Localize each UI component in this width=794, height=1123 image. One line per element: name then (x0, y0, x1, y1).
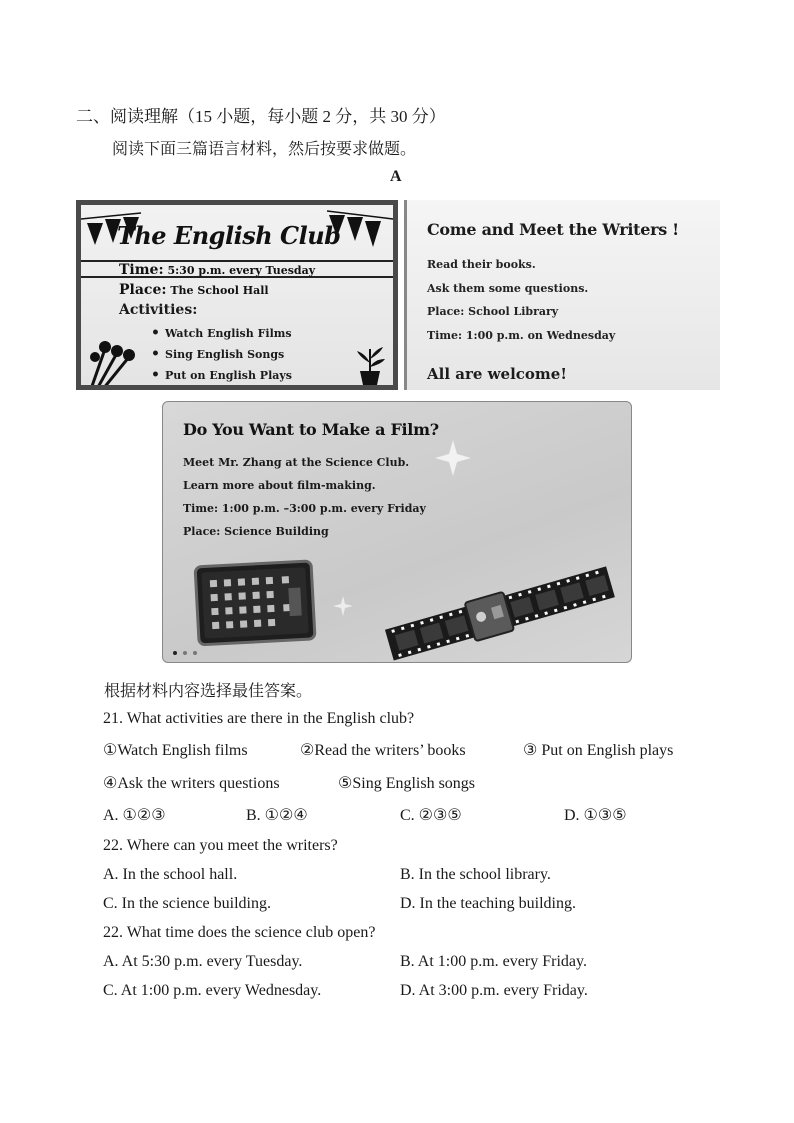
carousel-dot (193, 651, 197, 655)
q22b-option-a[interactable]: A. At 5:30 p.m. every Tuesday. (103, 953, 303, 970)
reading-instructions: 阅读下面三篇语言材料，然后按要求做题。 (112, 141, 417, 158)
q21-item: ⑤Sing English songs (338, 775, 476, 792)
film-line: Place: Science Building (183, 525, 329, 538)
film-line: Learn more about film-making. (183, 479, 376, 492)
musical-notes-icon (83, 335, 143, 390)
club-place-key: Place: (119, 282, 167, 298)
q21-option-b[interactable]: B. ①②④ (246, 807, 308, 824)
q22b-option-d[interactable]: D. At 3:00 p.m. every Friday. (400, 982, 588, 999)
activity-item: • Sing English Songs (165, 348, 284, 361)
writers-welcome: All are welcome! (427, 365, 567, 383)
q21-item: ②Read the writers’ books (300, 742, 466, 759)
q22a-option-b[interactable]: B. In the school library. (400, 866, 551, 883)
q22a-option-d[interactable]: D. In the teaching building. (400, 895, 576, 912)
film-line: Time: 1:00 p.m. –3:00 p.m. every Friday (183, 502, 426, 515)
writers-line: Ask them some questions. (427, 282, 589, 295)
q22b-option-b[interactable]: B. At 1:00 p.m. every Friday. (400, 953, 587, 970)
film-title: Do You Want to Make a Film? (183, 420, 439, 439)
q22a-stem: 22. Where can you meet the writers? (103, 837, 338, 854)
film-strip-icon (384, 563, 616, 663)
sparkle-icon (333, 596, 353, 616)
q21-option-c[interactable]: C. ②③⑤ (400, 807, 462, 824)
questions-intro: 根据材料内容选择最佳答案。 (104, 683, 313, 700)
q21-option-d[interactable]: D. ①③⑤ (564, 807, 627, 824)
q22b-option-c[interactable]: C. At 1:00 p.m. every Wednesday. (103, 982, 322, 999)
sparkle-icon (435, 440, 471, 476)
q21-stem: 21. What activities are there in the English club? (103, 710, 415, 727)
make-film-poster (162, 401, 632, 663)
q22b-stem: 22. What time does the science club open? (103, 924, 376, 941)
club-time-key: Time: (119, 262, 164, 278)
carousel-dot (173, 651, 177, 655)
tablet-icon (195, 561, 315, 645)
activity-item: • Put on English Plays (165, 369, 292, 382)
q21-item: ③ Put on English plays (523, 742, 674, 759)
writers-line: Time: 1:00 p.m. on Wednesday (427, 329, 616, 342)
writers-line: Read their books. (427, 258, 536, 271)
writers-line: Place: School Library (427, 305, 559, 318)
film-line: Meet Mr. Zhang at the Science Club. (183, 456, 410, 469)
carousel-dot (183, 651, 187, 655)
q21-item: ①Watch English films (103, 742, 248, 759)
english-club-poster (76, 200, 398, 390)
club-time-value: 5:30 p.m. every Tuesday (167, 264, 316, 277)
potted-plant-icon (353, 345, 387, 387)
q22a-option-c[interactable]: C. In the science building. (103, 895, 271, 912)
club-place (119, 282, 269, 298)
club-place-value: The School Hall (170, 284, 269, 297)
q21-option-a[interactable]: A. ①②③ (103, 807, 166, 824)
club-time (119, 262, 315, 278)
club-title: The English Club (117, 221, 341, 250)
q21-item: ④Ask the writers questions (103, 775, 280, 792)
activities-title: Activities: (119, 302, 198, 318)
q22a-option-a[interactable]: A. In the school hall. (103, 866, 238, 883)
writers-title: Come and Meet the Writers ! (427, 220, 679, 239)
passage-label: A (390, 168, 402, 185)
section-title: 二、阅读理解（15 小题，每小题 2 分，共 30 分） (76, 107, 446, 126)
meet-writers-poster (404, 200, 720, 390)
activity-item: • Watch English Films (165, 327, 292, 340)
